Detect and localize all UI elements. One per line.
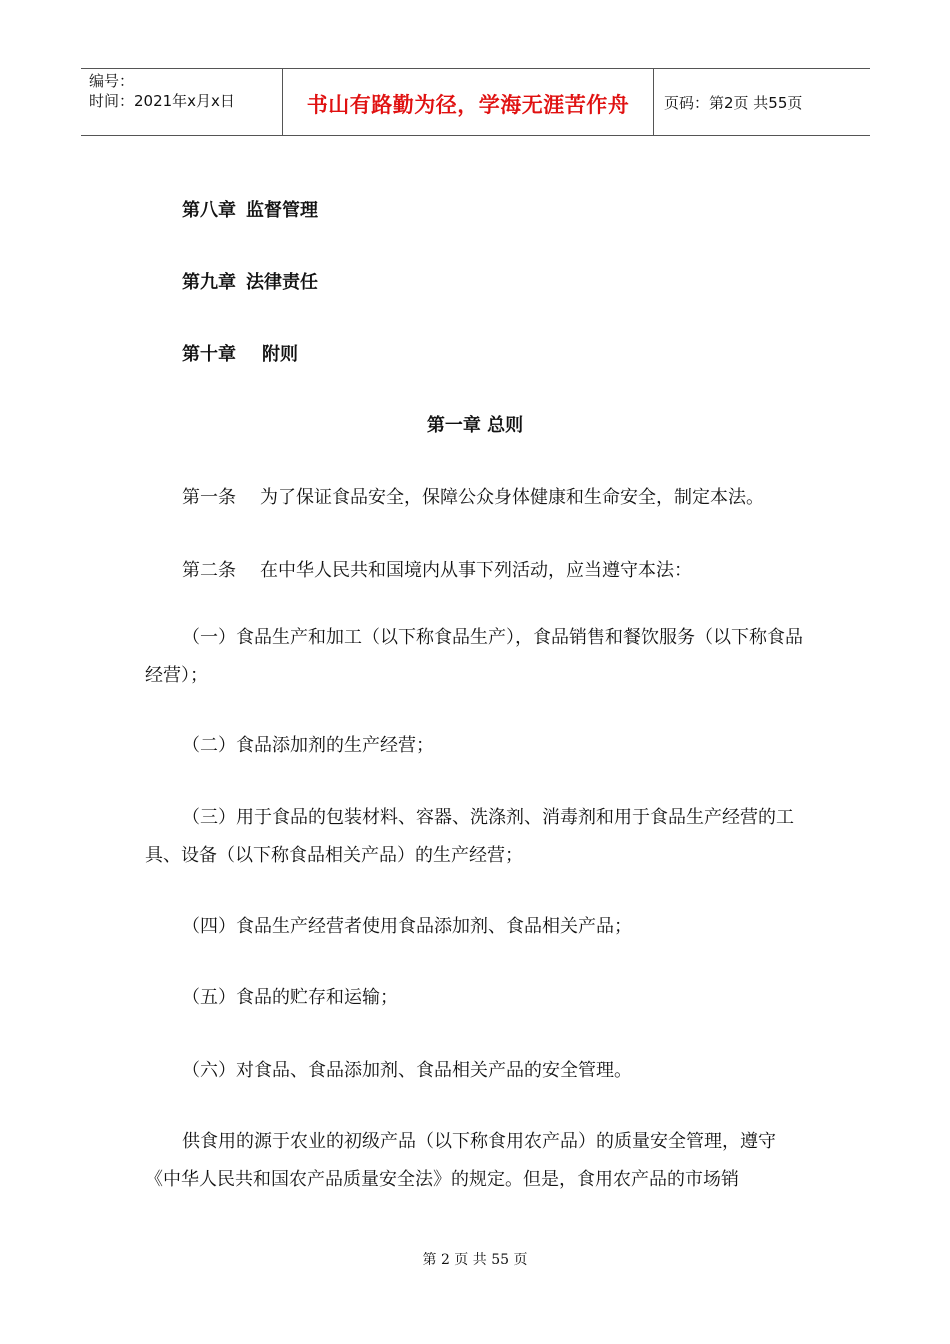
article-text: 在中华人民共和国境内从事下列活动，应当遵守本法： (260, 560, 692, 581)
toc-chapter-title: 法律责任 (246, 272, 318, 293)
page-header (81, 68, 870, 136)
article-label: 第一条 (182, 487, 236, 508)
document-number-label: 编号： (89, 72, 135, 90)
toc-chapter-title: 附则 (262, 344, 298, 365)
document-date: 时间：2021年x月x日 (89, 92, 235, 110)
article-text: 为了保证食品安全，保障公众身体健康和生命安全，制定本法。 (260, 487, 764, 508)
list-item-6: （六）对食品、食品添加剂、食品相关产品的安全管理。 (182, 1060, 632, 1081)
list-item-2: （二）食品添加剂的生产经营； (182, 735, 434, 756)
list-item-3: （三）用于食品的包装材料、容器、洗涤剂、消毒剂和用于食品生产经营的工具、设备（以下称食品相关产品）的生产经营； (145, 807, 794, 866)
header-motto-cell (282, 69, 654, 135)
header-motto: 书山有路勤为径，学海无涯苦作舟 (306, 93, 630, 117)
toc-entry-chapter-9 (182, 268, 318, 294)
header-meta (81, 69, 282, 135)
chapter-heading: 第一章 总则 (426, 415, 524, 436)
toc-chapter-number: 第十章 (182, 344, 236, 365)
header-page-cell (654, 69, 870, 135)
article-1 (182, 483, 764, 509)
toc-chapter-title: 监督管理 (246, 200, 318, 221)
header-page-info: 页码：第2页 共55页 (664, 93, 803, 112)
toc-entry-chapter-10 (182, 340, 298, 366)
closing-paragraph: 供食用的源于农业的初级产品（以下称食用农产品）的质量安全管理，遵守《中华人民共和国农产品质量安全法》的规定。但是，食用农产品的市场销 (145, 1131, 776, 1190)
toc-chapter-number: 第八章 (182, 200, 236, 221)
article-2 (182, 556, 692, 582)
toc-chapter-number: 第九章 (182, 272, 236, 293)
article-label: 第二条 (182, 560, 236, 581)
page-footer: 第 2 页 共 55 页 (422, 1252, 528, 1268)
list-item-4: （四）食品生产经营者使用食品添加剂、食品相关产品； (182, 916, 632, 937)
list-item-1: （一）食品生产和加工（以下称食品生产），食品销售和餐饮服务（以下称食品经营）； (145, 627, 803, 686)
toc-entry-chapter-8 (182, 196, 318, 222)
list-item-5: （五）食品的贮存和运输； (182, 987, 398, 1008)
